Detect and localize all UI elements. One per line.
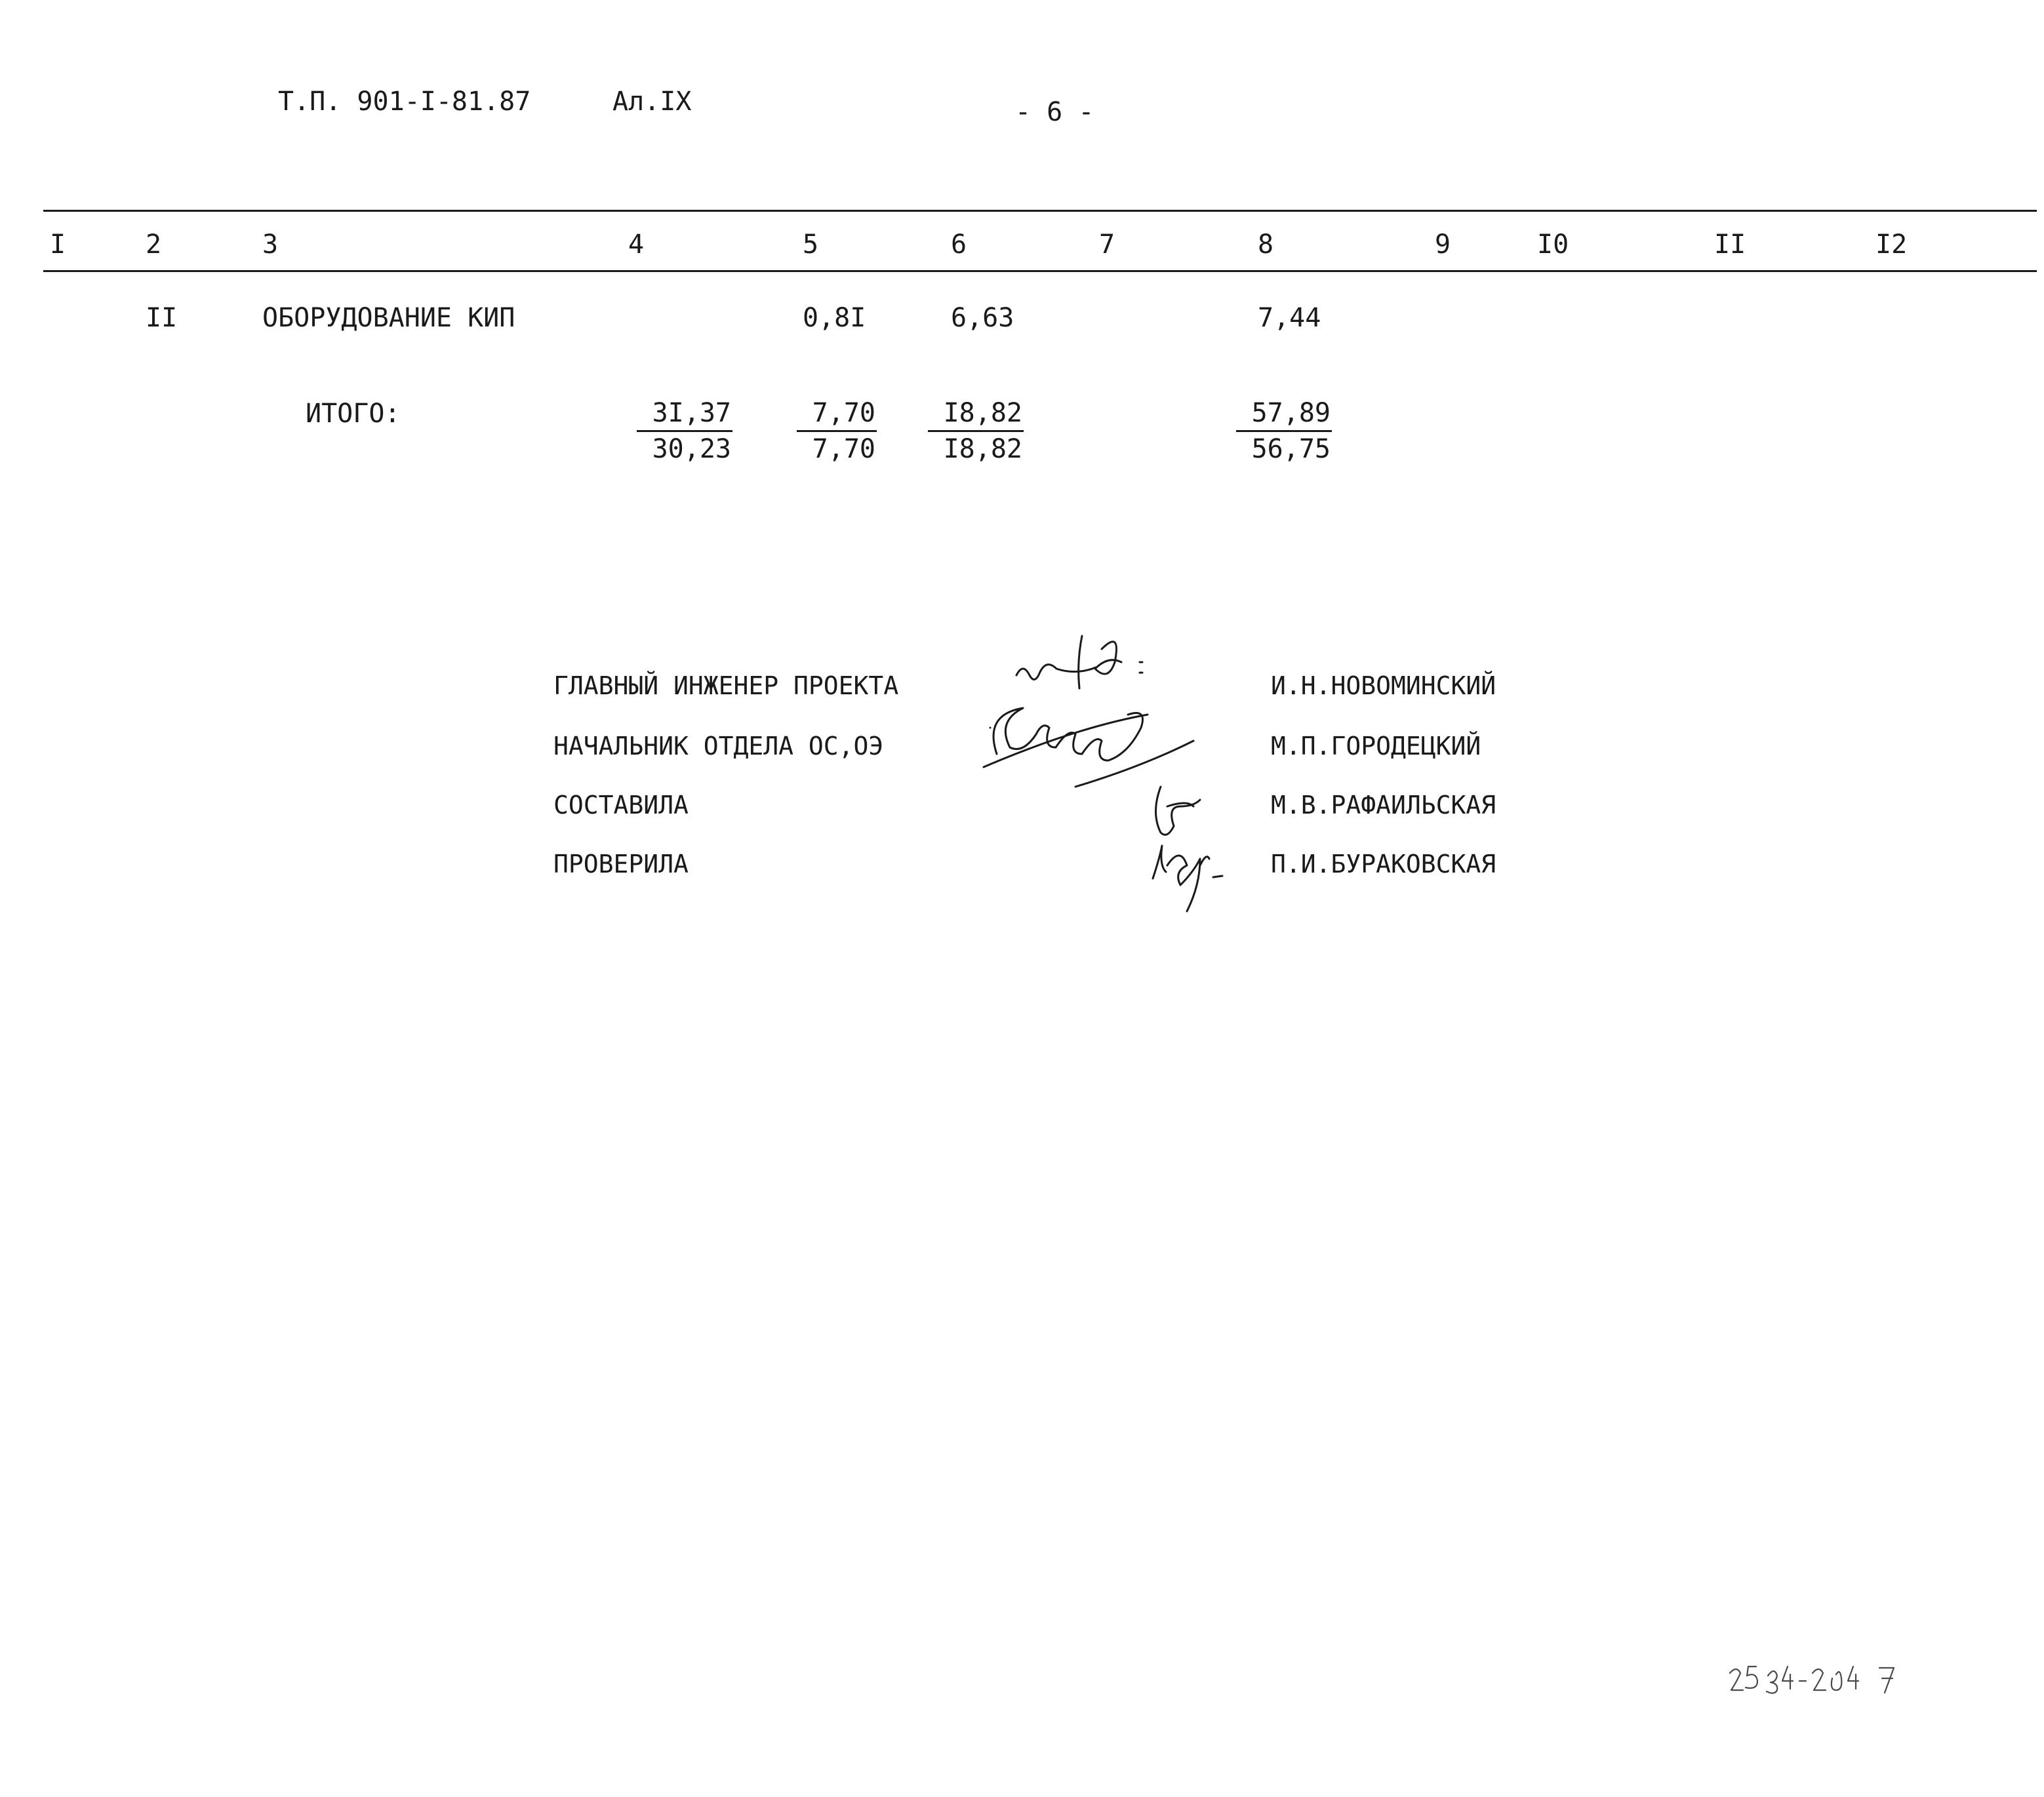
signature-role: ГЛАВНЫЙ ИНЖЕНЕР ПРОЕКТА bbox=[553, 671, 899, 700]
document-code: Т.П. 901-I-81.87 bbox=[278, 87, 531, 117]
signature-role: НАЧАЛЬНИК ОТДЕЛА ОС,ОЭ bbox=[553, 732, 884, 760]
total-col6-fraction bbox=[928, 396, 1024, 466]
handwritten-archive-note bbox=[1725, 1659, 1908, 1705]
total-col6-top: I8,82 bbox=[928, 396, 1024, 432]
signature-name: М.В.РАФАИЛЬСКАЯ bbox=[1271, 791, 1496, 820]
column-number: 6 bbox=[951, 229, 967, 260]
total-col5-top: 7,70 bbox=[797, 396, 877, 432]
column-number: I bbox=[50, 229, 66, 260]
signature-role: СОСТАВИЛА bbox=[553, 791, 689, 820]
column-number: 7 bbox=[1099, 229, 1115, 260]
total-col5-fraction bbox=[797, 396, 877, 466]
row-col8-value: 7,44 bbox=[1258, 303, 1321, 333]
total-col6-bottom: I8,82 bbox=[943, 434, 1022, 464]
signature-name: И.Н.НОВОМИНСКИЙ bbox=[1271, 671, 1496, 700]
total-col8-top: 57,89 bbox=[1236, 396, 1332, 432]
total-col5-bottom: 7,70 bbox=[812, 434, 875, 464]
column-number: I0 bbox=[1537, 229, 1569, 260]
row-name: ОБОРУДОВАНИЕ КИП bbox=[262, 303, 515, 333]
page-number: - 6 - bbox=[1015, 97, 1094, 127]
column-number: I2 bbox=[1875, 229, 1908, 260]
handwritten-signatures bbox=[971, 623, 1272, 918]
row-col6-value: 6,63 bbox=[951, 303, 1014, 333]
column-number: 9 bbox=[1435, 229, 1451, 260]
row-number: II bbox=[146, 303, 178, 333]
total-col4-bottom: 30,23 bbox=[652, 434, 731, 464]
album-number: Ал.IX bbox=[612, 87, 692, 117]
signature-role: ПРОВЕРИЛА bbox=[553, 850, 689, 879]
column-number: 3 bbox=[262, 229, 279, 260]
column-number: 2 bbox=[146, 229, 162, 260]
column-number: II bbox=[1714, 229, 1746, 260]
total-col4-fraction bbox=[637, 396, 732, 466]
column-number: 4 bbox=[628, 229, 645, 260]
total-col8-fraction bbox=[1236, 396, 1332, 466]
total-col8-bottom: 56,75 bbox=[1251, 434, 1331, 464]
total-col4-top: 3I,37 bbox=[637, 396, 732, 432]
table-header-rule bbox=[43, 270, 2037, 272]
row-col5-value: 0,8I bbox=[803, 303, 866, 333]
column-number: 8 bbox=[1258, 229, 1274, 260]
total-label: ИТОГО: bbox=[306, 399, 401, 429]
signature-name: П.И.БУРАКОВСКАЯ bbox=[1271, 850, 1496, 879]
column-number: 5 bbox=[803, 229, 819, 260]
table-top-rule bbox=[43, 210, 2037, 212]
signature-name: М.П.ГОРОДЕЦКИЙ bbox=[1271, 732, 1481, 760]
